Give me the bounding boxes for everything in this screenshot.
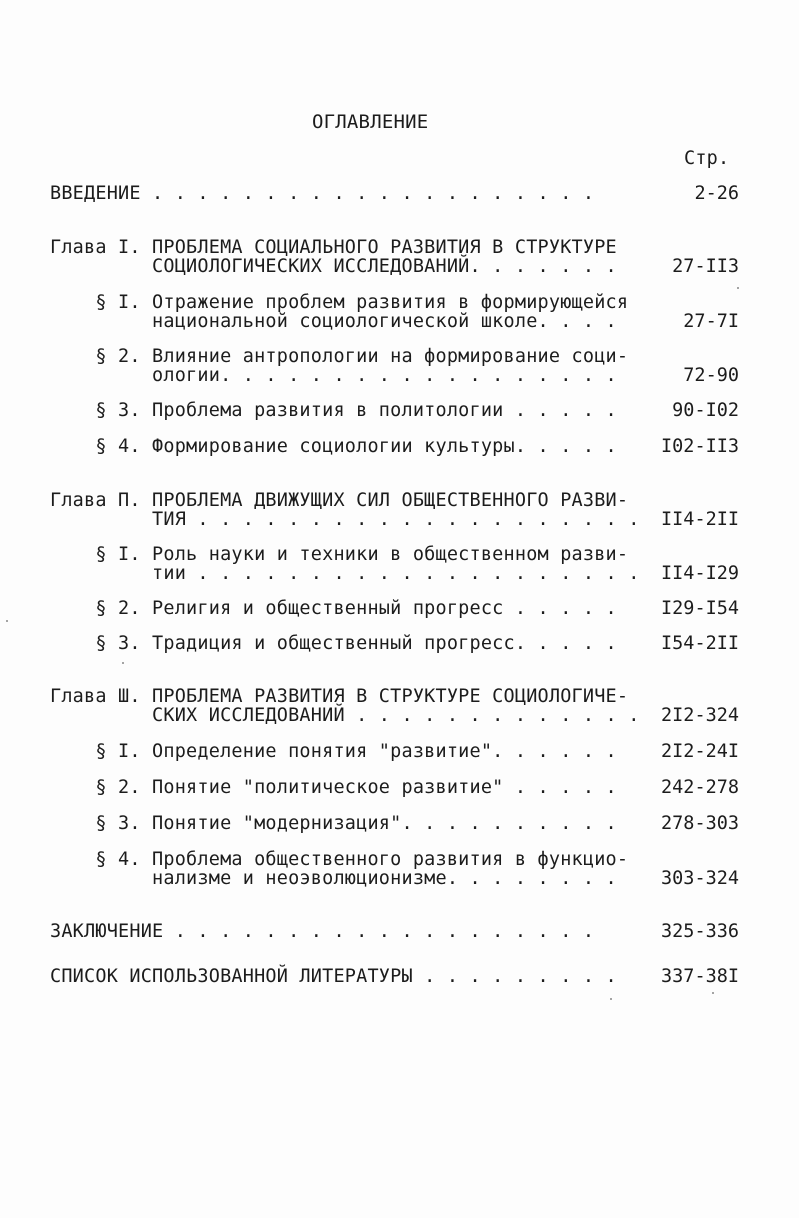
toc-entry-section-1-2: § 2. Влияние антропологии на формирование соци- [50, 346, 629, 367]
toc-page-number: 27-7I [683, 311, 739, 332]
toc-entry-section-1-4: § 4. Формирование социологии культуры. . . . . [50, 436, 617, 457]
toc-entry-section-3-4: § 4. Проблема общественного развития в функцио- [50, 849, 629, 870]
toc-page-number: 2-26 [694, 183, 739, 204]
toc-page-number: 325-336 [661, 921, 739, 942]
toc-entry-chapter-1-cont: СОЦИОЛОГИЧЕСКИХ ИССЛЕДОВАНИЙ. . . . . . . [50, 256, 617, 277]
scan-speck [122, 662, 124, 664]
toc-entry-section-2-1-cont: тии . . . . . . . . . . . . . . . . . . . . [50, 563, 640, 584]
toc-entry-section-2-2: § 2. Религия и общественный прогресс . . . . . [50, 598, 617, 619]
toc-page-number: 72-90 [683, 365, 739, 386]
toc-page-number: I02-II3 [661, 436, 739, 457]
toc-entry-section-3-2: § 2. Понятие "политическое развитие" . . . . . [50, 777, 617, 798]
toc-entry-chapter-3: Глава Ш. ПРОБЛЕМА РАЗВИТИЯ В СТРУКТУРЕ СОЦИОЛОГИЧЕ- [50, 686, 629, 707]
toc-entry-section-3-3: § 3. Понятие "модернизация". . . . . . . . . . [50, 813, 617, 834]
scan-speck [6, 620, 8, 622]
toc-page-number: 278-303 [661, 813, 739, 834]
toc-page-number: I54-2II [661, 633, 739, 654]
toc-entry-bibliography: СПИСОК ИСПОЛЬЗОВАННОЙ ЛИТЕРАТУРЫ . . . . . . . . . [50, 966, 617, 987]
toc-entry-section-3-1: § I. Определение понятия "развитие". . . . . . [50, 741, 617, 762]
toc-entry-chapter-2: Глава П. ПРОБЛЕМА ДВИЖУЩИХ СИЛ ОБЩЕСТВЕННОГО РАЗВИ- [50, 490, 629, 511]
toc-entry-section-2-3: § 3. Традиция и общественный прогресс. . . . . [50, 633, 617, 654]
toc-entry-chapter-2-cont: ТИЯ . . . . . . . . . . . . . . . . . . . . [50, 509, 640, 530]
toc-page-number: 337-38I [661, 966, 739, 987]
toc-entry-section-1-3: § 3. Проблема развития в политологии . . . . . [50, 400, 617, 421]
page-title: ОГЛАВЛЕНИЕ [312, 111, 429, 133]
toc-page-number: II4-2II [661, 509, 739, 530]
toc-entry-section-1-2-cont: ологии. . . . . . . . . . . . . . . . . . [50, 365, 617, 386]
toc-entry-section-2-1: § I. Роль науки и техники в общественном разви- [50, 544, 629, 565]
toc-page-number: 242-278 [661, 777, 739, 798]
toc-page-number: 90-I02 [672, 400, 739, 421]
scan-speck [712, 992, 714, 994]
toc-page-number: 27-II3 [672, 256, 739, 277]
toc-page-number: 2I2-324 [661, 705, 739, 726]
toc-page-number: II4-I29 [661, 563, 739, 584]
page-column-header: Стр. [684, 148, 730, 169]
toc-entry-introduction: ВВЕДЕНИЕ . . . . . . . . . . . . . . . . . . . . [50, 183, 595, 204]
toc-page-number: 2I2-24I [661, 741, 739, 762]
toc-entry-section-3-4-cont: нализме и неоэволюционизме. . . . . . . . [50, 868, 617, 889]
toc-entry-chapter-1: Глава I. ПРОБЛЕМА СОЦИАЛЬНОГО РАЗВИТИЯ В СТРУКТУРЕ [50, 237, 617, 258]
toc-page-number: 303-324 [661, 868, 739, 889]
toc-entry-conclusion: ЗАКЛЮЧЕНИЕ . . . . . . . . . . . . . . . . . . . [50, 921, 595, 942]
toc-entry-chapter-3-cont: СКИХ ИССЛЕДОВАНИЙ . . . . . . . . . . . . . [50, 705, 640, 726]
toc-entry-section-1-1-cont: национальной социологической школе. . . . [50, 311, 617, 332]
toc-entry-section-1-1: § I. Отражение проблем развития в формирующейся [50, 292, 629, 313]
scan-speck [610, 998, 612, 1000]
toc-page-number: I29-I54 [661, 598, 739, 619]
scan-speck [737, 287, 739, 289]
